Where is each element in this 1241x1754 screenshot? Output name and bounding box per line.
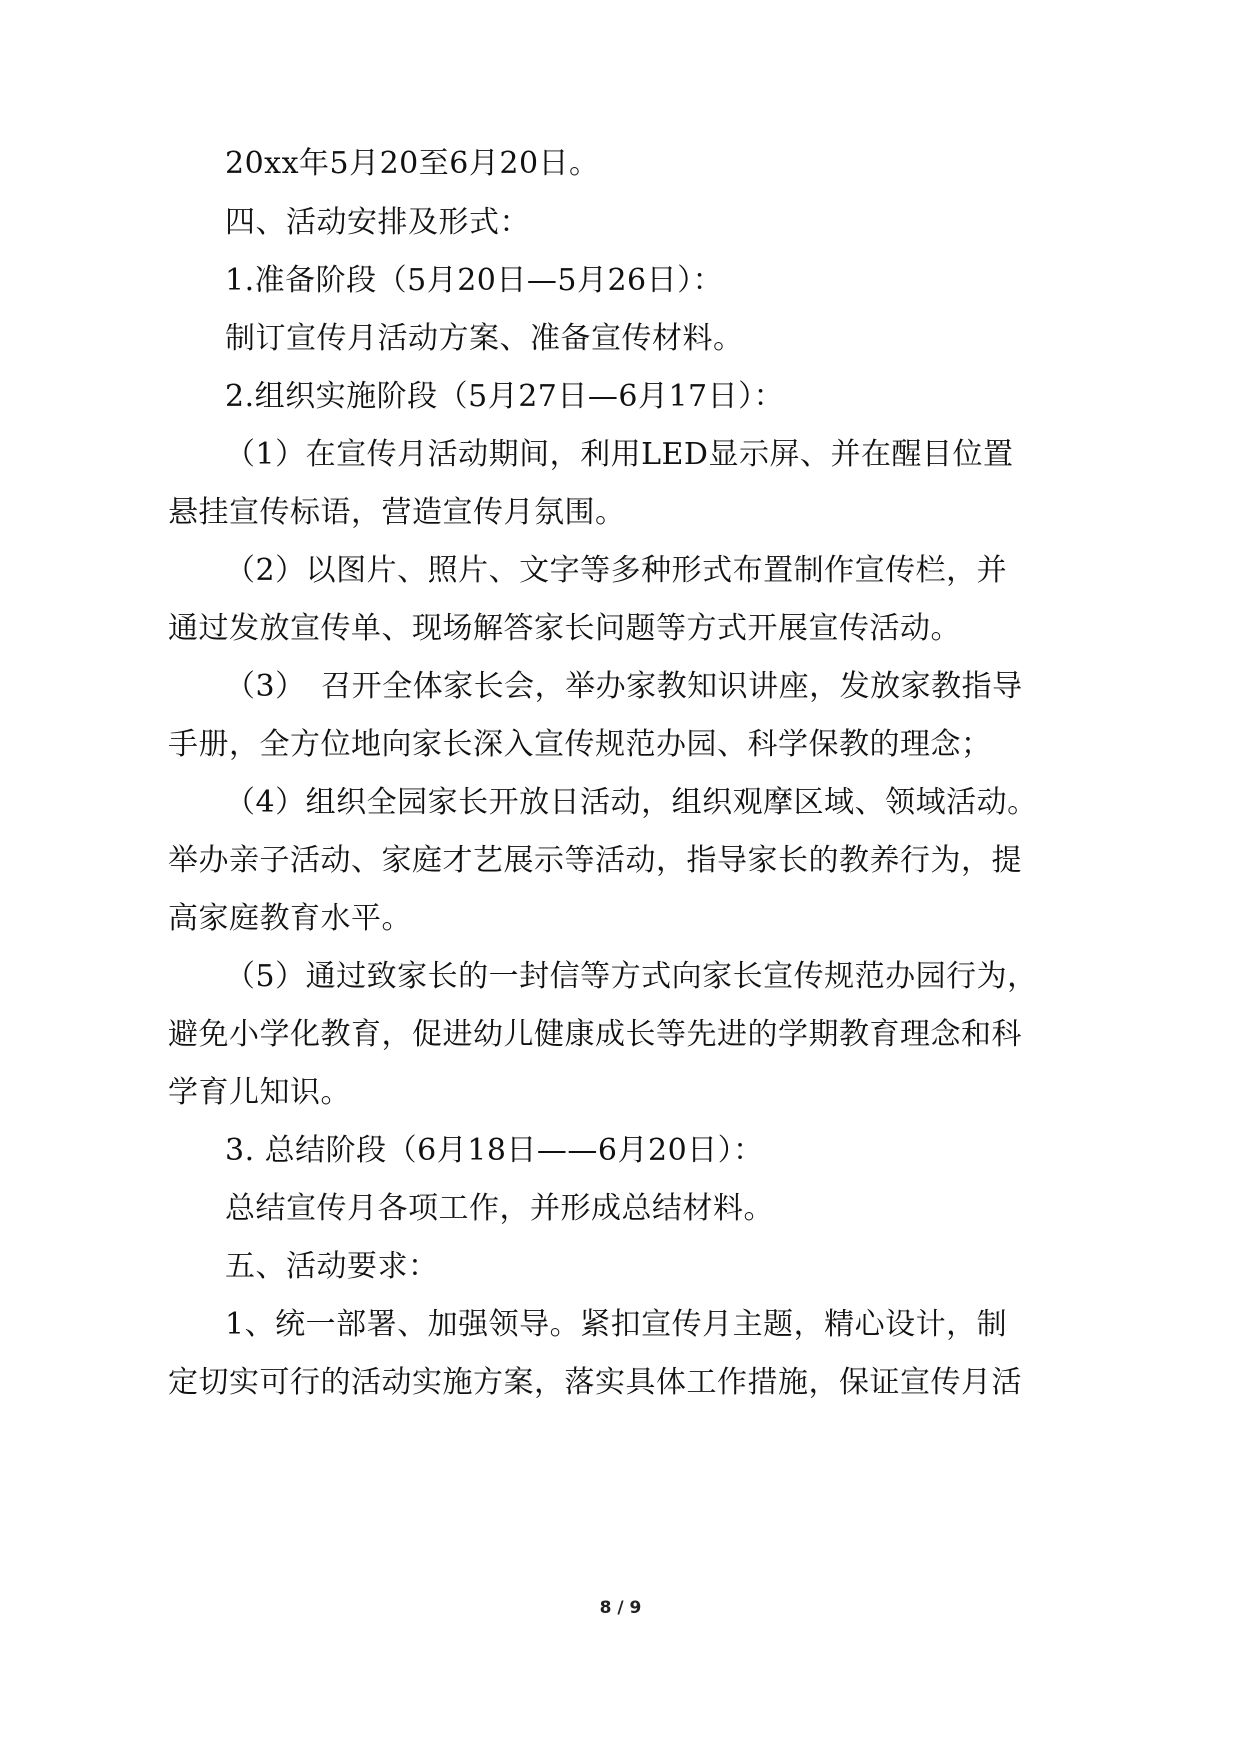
text-line: （3） 召开全体家长会，举办家教知识讲座，发放家教指导 [225, 669, 1023, 704]
text-line: 学育儿知识。 [168, 1075, 351, 1110]
text-line: 悬挂宣传标语，营造宣传月氛围。 [168, 495, 626, 530]
text-line: 1、统一部署、加强领导。紧扣宣传月主题，精心设计，制 [225, 1307, 1008, 1342]
text-line: 四、活动安排及形式： [225, 205, 530, 240]
text-line: 20xx年5月20至6月20日。 [225, 146, 600, 181]
text-line: （4）组织全园家长开放日活动，组织观摩区域、领域活动。 [225, 785, 1038, 820]
text-line: （1）在宣传月活动期间，利用LED显示屏、并在醒目位置 [225, 437, 1014, 472]
text-line: 通过发放宣传单、现场解答家长问题等方式开展宣传活动。 [168, 611, 961, 646]
text-line: （5）通过致家长的一封信等方式向家长宣传规范办园行为， [225, 959, 1038, 994]
text-line: 举办亲子活动、家庭才艺展示等活动，指导家长的教养行为，提 [168, 843, 1022, 878]
text-line: 定切实可行的活动实施方案，落实具体工作措施，保证宣传月活 [168, 1365, 1022, 1400]
text-line: 避免小学化教育，促进幼儿健康成长等先进的学期教育理念和科 [168, 1017, 1022, 1052]
text-line: 五、活动要求： [225, 1249, 439, 1284]
text-line: 2.组织实施阶段（5月27日—6月17日）： [225, 379, 785, 414]
page-number: 8 / 9 [599, 1598, 642, 1618]
text-line: 1.准备阶段（5月20日—5月26日）： [225, 263, 724, 298]
text-line: 手册，全方位地向家长深入宣传规范办园、科学保教的理念； [168, 727, 992, 762]
text-line: 制订宣传月活动方案、准备宣传材料。 [225, 321, 744, 356]
text-line: 高家庭教育水平。 [168, 901, 412, 936]
text-line: 3. 总结阶段（6月18日——6月20日）： [225, 1133, 764, 1168]
text-line: 总结宣传月各项工作，并形成总结材料。 [225, 1191, 774, 1226]
text-line: （2）以图片、照片、文字等多种形式布置制作宣传栏，并 [225, 553, 1008, 588]
